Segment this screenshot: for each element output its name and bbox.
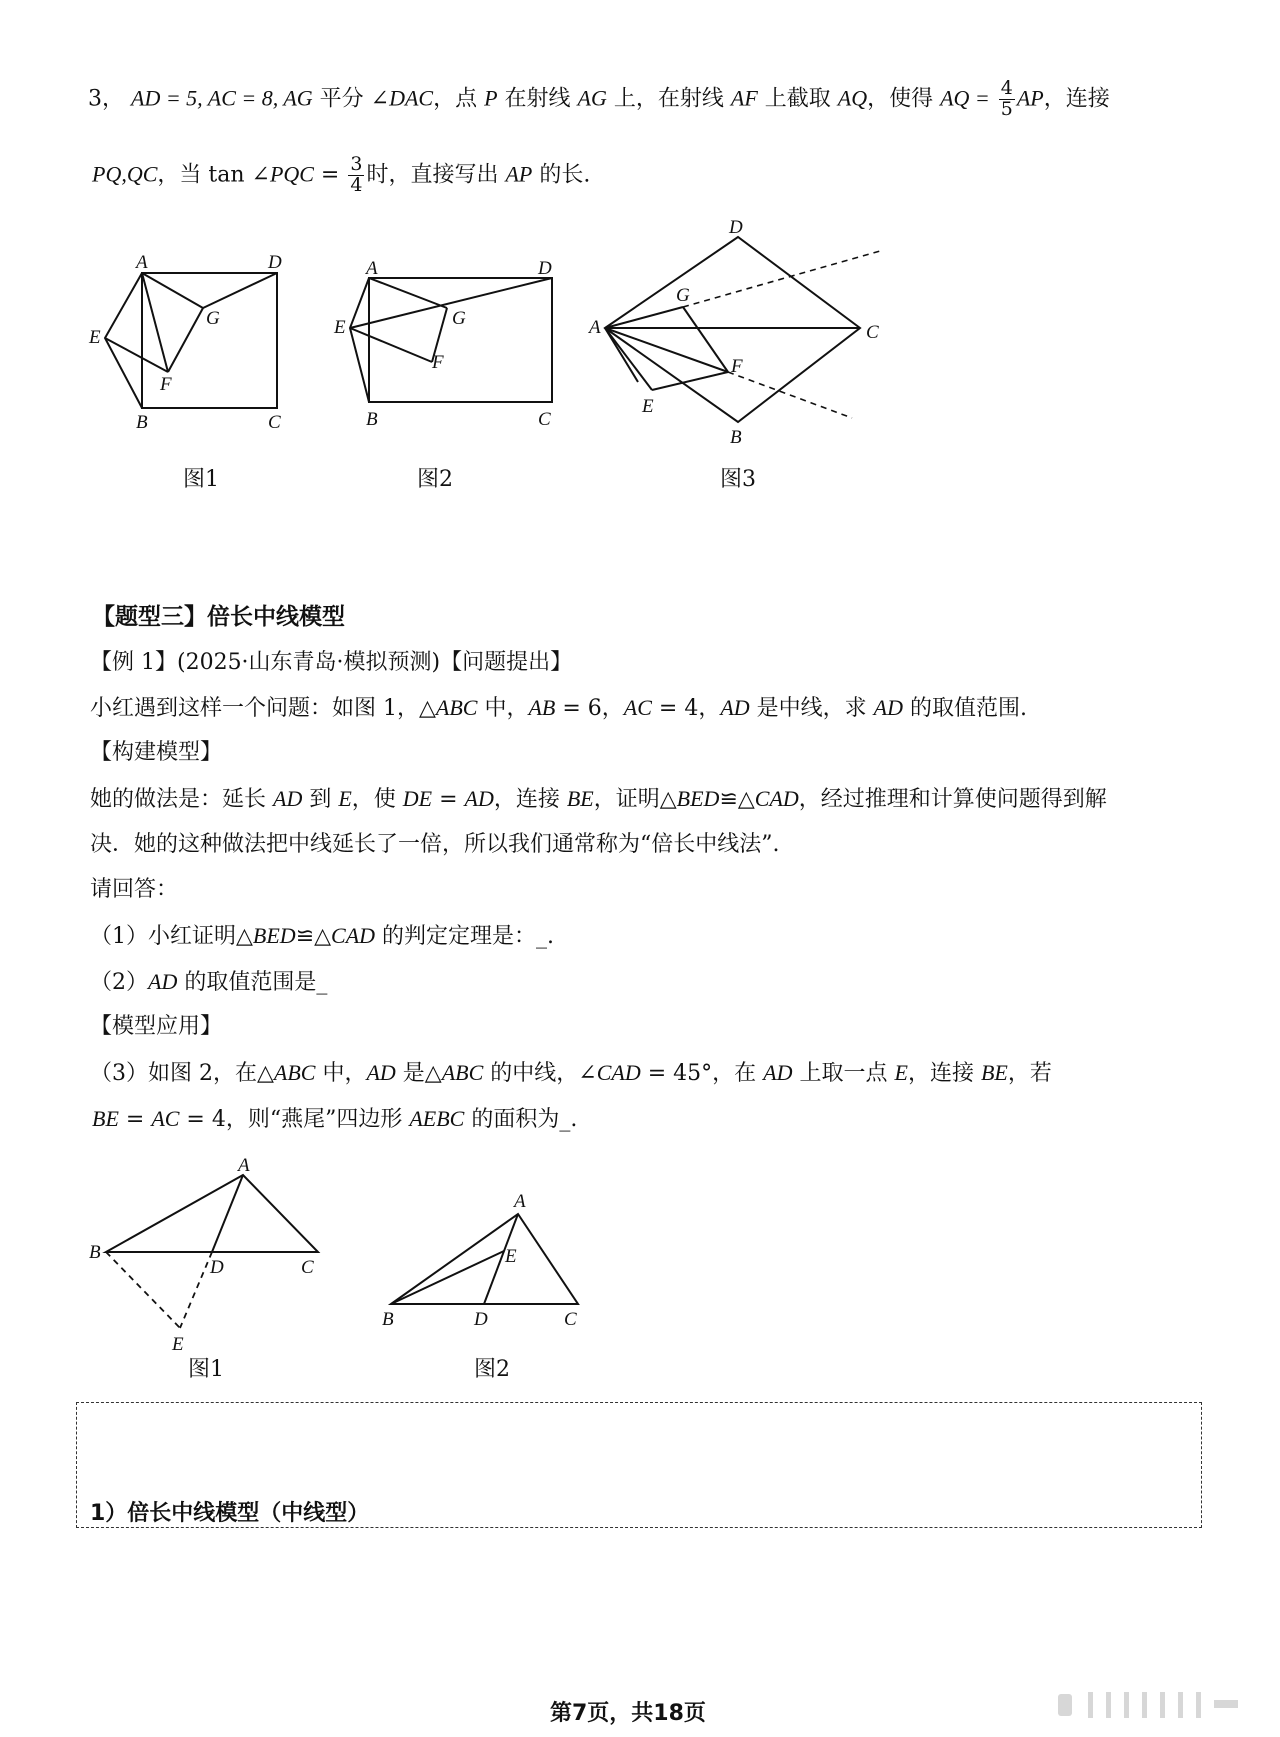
fig2-label-a: A	[366, 258, 378, 279]
b-fig2-label-d: D	[474, 1309, 488, 1330]
bottom-figure1-triangle	[106, 1175, 318, 1252]
top-figures-diagram	[0, 200, 1280, 460]
fig1-label-e: E	[89, 327, 101, 348]
fraction-3-4: $\frac{3}{4}$	[350, 153, 363, 196]
figure3-rhombus	[605, 237, 860, 422]
fraction-4-5: $\frac{4}{5}$	[1000, 77, 1013, 120]
apply-tag: 【模型应用】	[90, 1014, 223, 1039]
fig2-label-f: F	[432, 352, 444, 373]
b-fig1-label-c: C	[301, 1257, 314, 1278]
fig1-caption: 图1	[183, 467, 219, 492]
fig3-label-d: D	[729, 217, 743, 238]
watermark-icon	[1058, 1690, 1258, 1720]
b-fig2-label-a: A	[514, 1191, 526, 1212]
sub-question-2: （2）AD 的取值范围是_	[90, 969, 328, 995]
b-fig1-label-d: D	[210, 1257, 224, 1278]
model-summary-title: 1）倍长中线模型（中线型）	[90, 1501, 370, 1526]
sub-question-1: （1）小红证明△BED≌△CAD 的判定定理是：_.	[90, 923, 555, 949]
bottom-fig1-caption: 图1	[188, 1357, 224, 1382]
fig3-label-c: C	[866, 322, 879, 343]
fig1-label-g: G	[206, 308, 220, 329]
fig3-label-a: A	[589, 317, 601, 338]
b-fig2-label-c: C	[564, 1309, 577, 1330]
fig1-label-f: F	[160, 374, 172, 395]
page-number: 第7页，共18页	[550, 1701, 706, 1726]
b-fig2-label-e: E	[505, 1246, 517, 1267]
fig1-label-c: C	[268, 412, 281, 433]
fig2-label-b: B	[366, 409, 378, 430]
fig2-label-e: E	[334, 317, 346, 338]
fig2-label-d: D	[538, 258, 552, 279]
b-fig1-label-b: B	[89, 1242, 101, 1263]
fig3-label-f: F	[731, 356, 743, 377]
section-heading: 【题型三】倍长中线模型	[92, 604, 345, 630]
problem3-line1: 3， AD = 5, AC = 8, AG 平分 ∠DAC，点 P 在射线 AG 上，在射线 AF 上截取 AQ，使得 AQ = $\frac{4}{5}$ AP，连接	[88, 77, 1110, 120]
b-fig1-label-e: E	[172, 1334, 184, 1355]
fig3-label-g: G	[676, 285, 690, 306]
fig2-label-g: G	[452, 308, 466, 329]
fig2-label-c: C	[538, 409, 551, 430]
answer-prompt: 请回答：	[90, 877, 179, 902]
problem3-line2: PQ,QC，当 tan ∠PQC = $\frac{3}{4}$ 时，直接写出 AP 的长.	[92, 153, 591, 196]
bottom-figures-diagram	[0, 1150, 1280, 1370]
bottom-figure2-triangle	[391, 1214, 578, 1304]
fig1-label-a: A	[136, 252, 148, 273]
fig3-label-b: B	[730, 427, 742, 448]
figure1-square	[105, 273, 277, 408]
figure2-rectangle	[350, 278, 552, 402]
question-line: 小红遇到这样一个问题：如图 1，△ABC 中，AB = 6，AC = 4，AD 是中线，求 AD 的取值范围.	[90, 695, 1027, 721]
bottom-fig2-caption: 图2	[474, 1357, 510, 1382]
fig3-caption: 图3	[720, 467, 756, 492]
model-line1: 她的做法是：延长 AD 到 E，使 DE = AD，连接 BE，证明△BED≌△CAD，经过推理和计算使问题得到解	[90, 786, 1107, 812]
fig2-caption: 图2	[417, 467, 453, 492]
b-fig2-label-b: B	[382, 1309, 394, 1330]
example-tag: 【例 1】(2025·山东青岛·模拟预测)【问题提出】	[90, 650, 573, 675]
b-fig1-label-a: A	[238, 1155, 250, 1176]
bottom-figure1-dashed	[106, 1252, 212, 1328]
model-tag: 【构建模型】	[90, 740, 223, 765]
model-line2: 决．她的这种做法把中线延长了一倍，所以我们通常称为“倍长中线法”.	[90, 832, 780, 857]
sub-question-3-line2: BE = AC = 4，则“燕尾”四边形 AEBC 的面积为_.	[92, 1106, 578, 1132]
fig1-label-d: D	[268, 252, 282, 273]
fig1-label-b: B	[136, 412, 148, 433]
fig3-label-e: E	[642, 396, 654, 417]
sub-question-3-line1: （3）如图 2，在△ABC 中，AD 是△ABC 的中线，∠CAD = 45°，在 AD 上取一点 E，连接 BE，若	[90, 1060, 1052, 1086]
